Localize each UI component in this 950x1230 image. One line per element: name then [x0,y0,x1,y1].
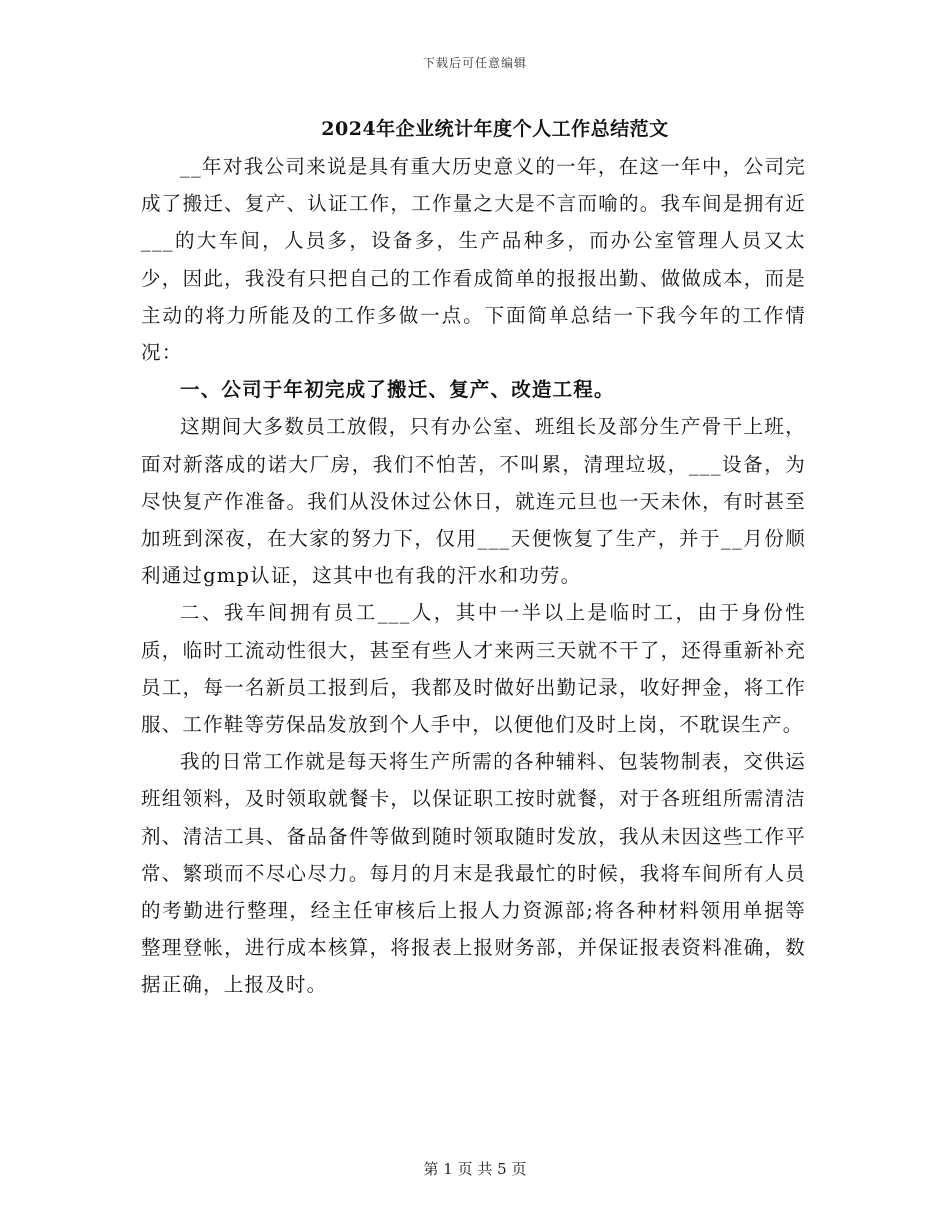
header-note: 下载后可任意编辑 [422,56,527,70]
paragraph-relocation: 这期间大多数员工放假，只有办公室、班组长及部分生产骨干上班，面对新落成的诺大厂房，我们不怕苦，不叫累，清理垃圾，___设备，为尽快复产作准备。我们从没休过公休日，就连元旦也一天未休，有时甚至加班到深夜，在大家的努力下，仅用___天便恢复了生产，并于__月份顺利通过gmp认证，这其中也有我的汗水和功劳。 [141,415,806,588]
paragraph-staff: 二、我车间拥有员工___人，其中一半以上是临时工，由于身份性质，临时工流动性很大，甚至有些人才来两三天就不干了，还得重新补充员工，每一名新员工报到后，我都及时做好出勤记录，收好押金，将工作服、工作鞋等劳保品发放到个人手中，以便他们及时上岗，不耽误生产。 [141,601,806,737]
document-body [141,148,806,1004]
paragraph-intro: __年对我公司来说是具有重大历史意义的一年，在这一年中，公司完成了搬迁、复产、认证工作，工作量之大是不言而喻的。我车间是拥有近___的大车间，人员多，设备多，生产品种多，而办公室管理人员又太少，因此，我没有只把自己的工作看成简单的报报出勤、做做成本，而是主动的将力所能及的工作多做一点。下面简单总结一下我今年的工作情况： [141,155,806,365]
section-heading-1: 一、公司于年初完成了搬迁、复产、改造工程。 [180,378,615,402]
page-number: 第 1 页 共 5 页 [423,1160,527,1178]
document-title: 2024年企业统计年度个人工作总结范文 [321,118,669,140]
paragraph-daily-work: 我的日常工作就是每天将生产所需的各种辅料、包装物制表，交供运班组领料，及时领取就餐卡，以保证职工按时就餐，对于各班组所需清洁剂、清洁工具、备品备件等做到随时领取随时发放，我从未因这些工作平常、繁琐而不尽心尽力。每月的月末是我最忙的时候，我将车间所有人员的考勤进行整理，经主任审核后上报人力资源部;将各种材料领用单据等整理登帐，进行成本核算，将报表上报财务部，并保证报表资料准确，数据正确，上报及时。 [141,750,806,997]
